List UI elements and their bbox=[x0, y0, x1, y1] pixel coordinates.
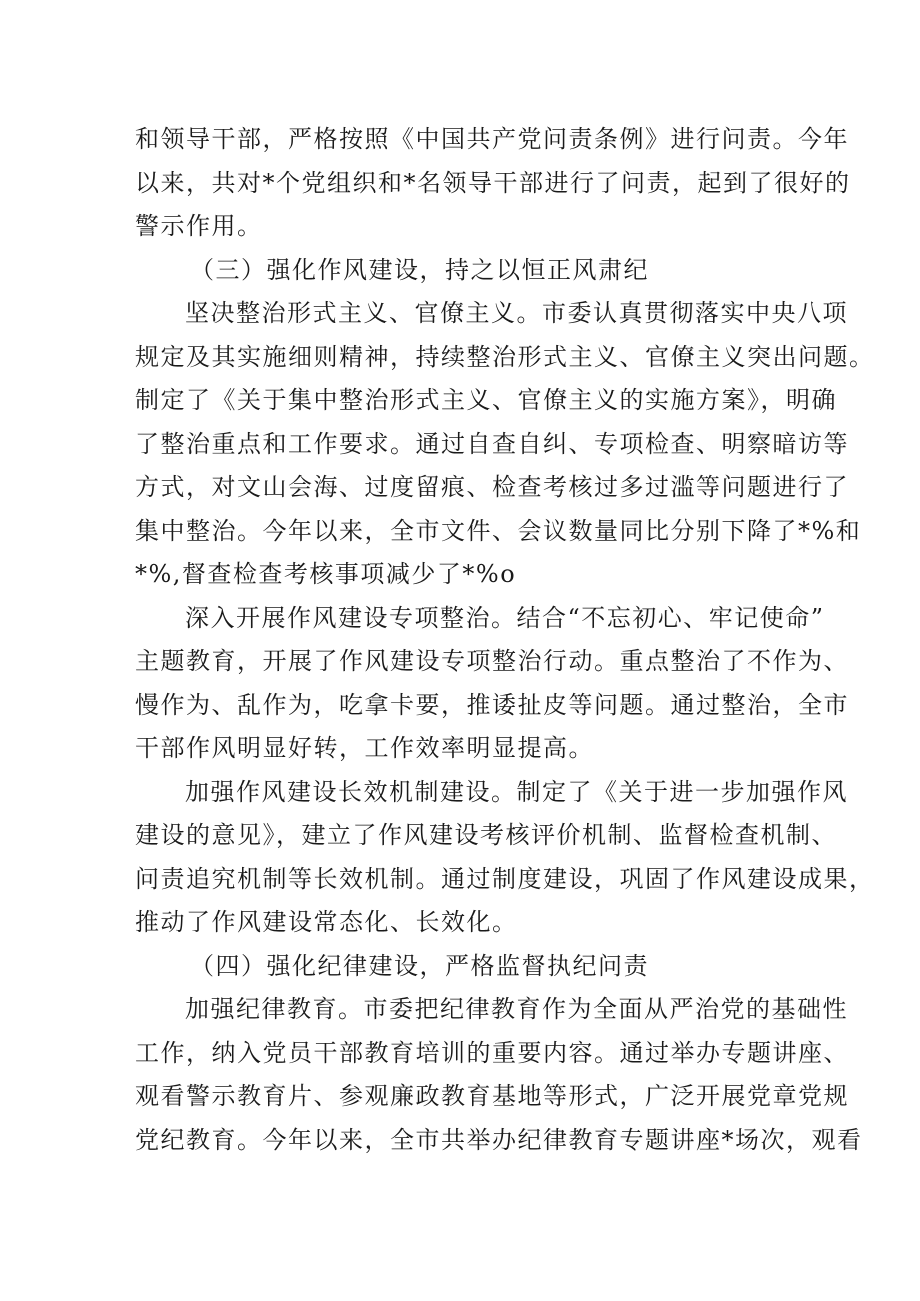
text-line: 工作，纳入党员干部教育培训的重要内容。通过举办专题讲座、 bbox=[135, 1038, 849, 1067]
text-line: 深入开展作风建设专项整治。结合“不忘初心、牢记使命” bbox=[185, 603, 825, 632]
text-line: 党纪教育。今年以来，全市共举办纪律教育专题讲座*场次，观看 bbox=[135, 1125, 863, 1154]
text-line: 问责追究机制等长效机制。通过制度建设，巩固了作风建设成果， bbox=[135, 864, 875, 893]
section-heading-3: （三）强化作风建设，持之以恒正风肃纪 bbox=[190, 255, 649, 284]
text-line: 以来，共对*个党组织和*名领导干部进行了问责，起到了很好的 bbox=[135, 168, 851, 197]
text-line: 集中整治。今年以来，全市文件、会议数量同比分别下降了*%和 bbox=[135, 516, 862, 545]
text-line: 慢作为、乱作为，吃拿卡要，推诿扯皮等问题。通过整治，全市 bbox=[135, 690, 849, 719]
text-line: 干部作风明显好转，工作效率明显提高。 bbox=[135, 734, 594, 762]
section-heading-4: （四）强化纪律建设，严格监督执纪问责 bbox=[190, 951, 649, 980]
text-line: 加强纪律教育。市委把纪律教育作为全面从严治党的基础性 bbox=[185, 995, 848, 1023]
document-body bbox=[135, 118, 875, 1162]
text-line: 规定及其实施细则精神，持续整治形式主义、官僚主义突出问题。 bbox=[135, 342, 875, 371]
text-line: 了整治重点和工作要求。通过自查自纠、专项检查、明察暗访等 bbox=[135, 429, 849, 458]
text-line: 主题教育，开展了作风建设专项整治行动。重点整治了不作为、 bbox=[135, 647, 849, 675]
text-line: *%,督查检查考核事项减少了*%o bbox=[135, 560, 517, 588]
text-line: 和领导干部，严格按照《中国共产党问责条例》进行问责。今年 bbox=[135, 125, 849, 153]
text-line: 坚决整治形式主义、官僚主义。市委认真贯彻落实中央八项 bbox=[185, 299, 848, 327]
text-line: 方式，对文山会海、过度留痕、检查考核过多过滥等问题进行了 bbox=[135, 473, 849, 501]
text-line: 警示作用。 bbox=[135, 212, 263, 240]
text-line: 建设的意见》，建立了作风建设考核评价机制、监督检查机制、 bbox=[135, 821, 837, 849]
text-line: 推动了作风建设常态化、长效化。 bbox=[135, 908, 518, 936]
text-line: 观看警示教育片、参观廉政教育基地等形式，广泛开展党章党规 bbox=[135, 1082, 849, 1110]
text-line: 制定了《关于集中整治形式主义、官僚主义的实施方案》，明确 bbox=[135, 386, 837, 414]
text-line: 加强作风建设长效机制建设。制定了《关于进一步加强作风 bbox=[185, 777, 848, 806]
